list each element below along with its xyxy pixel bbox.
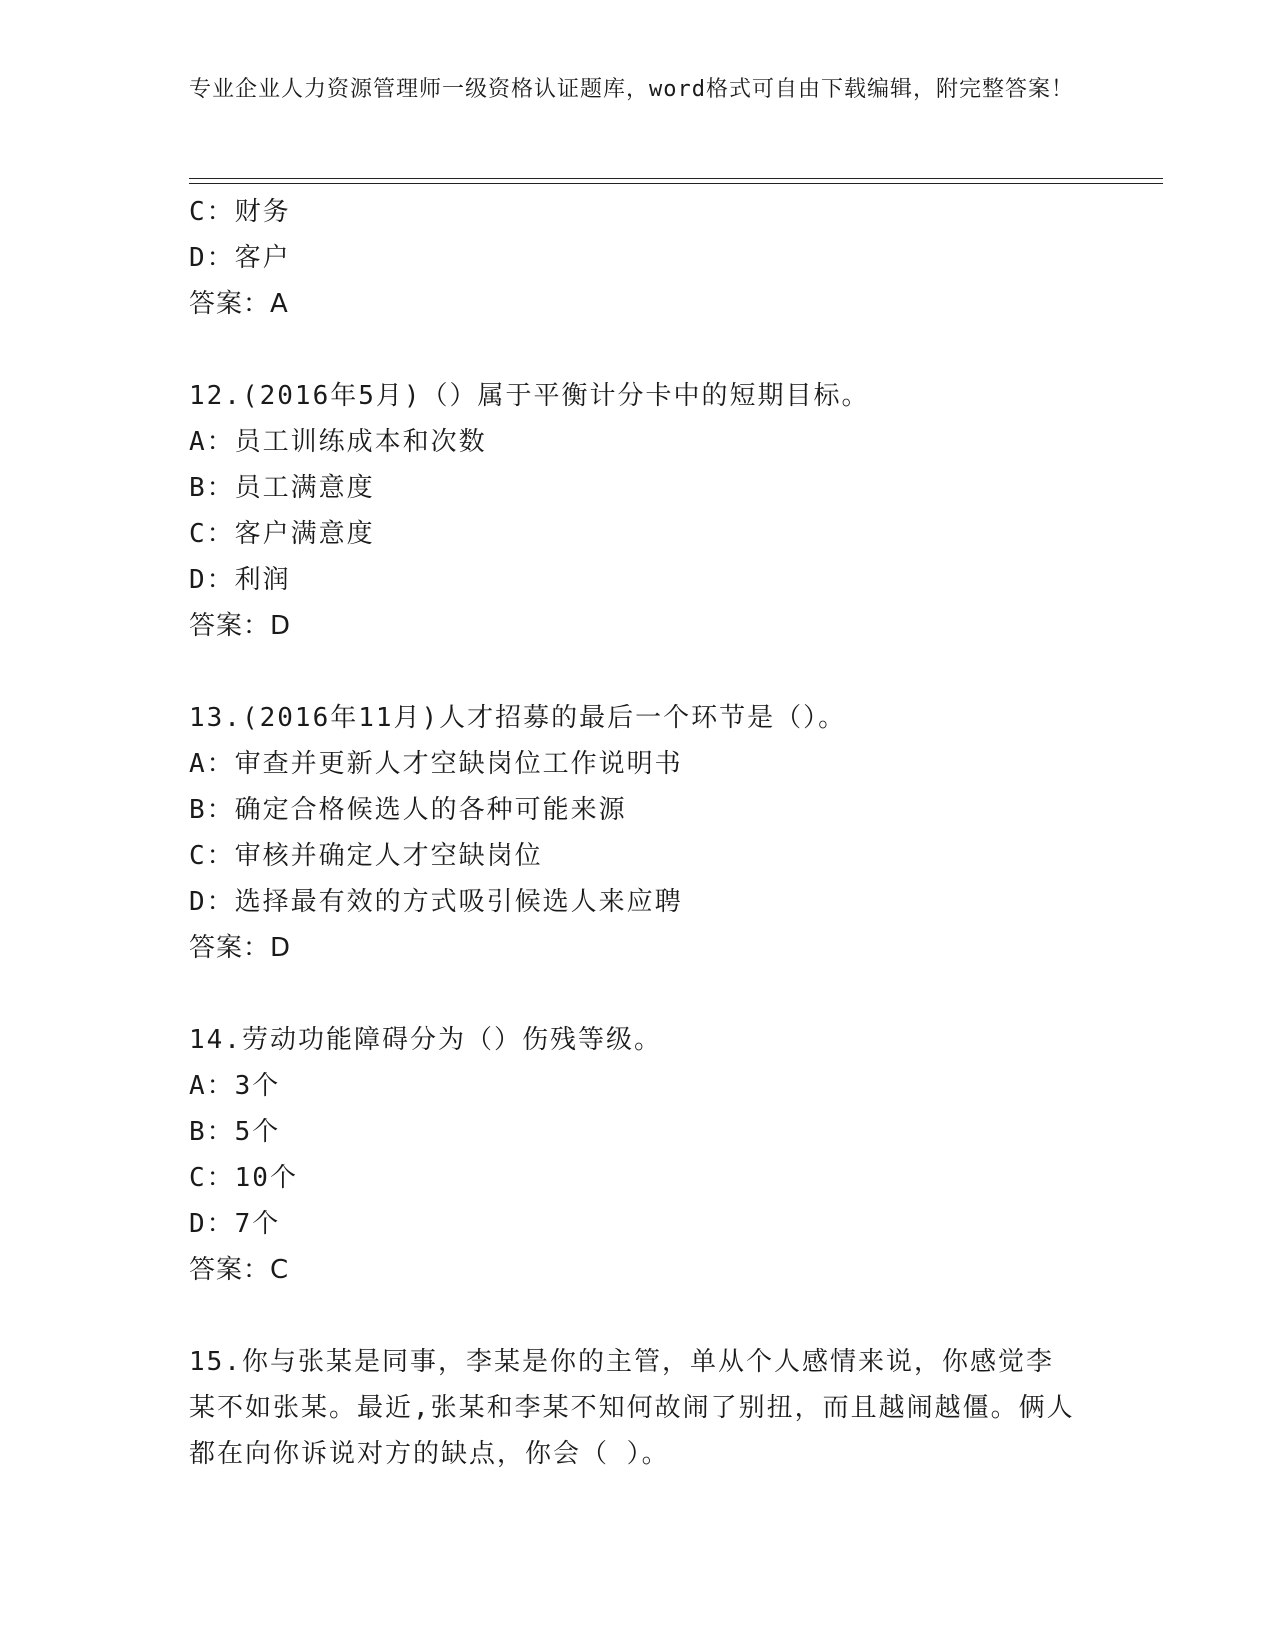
answer-line: 答案：A bbox=[189, 289, 289, 319]
header-divider-top bbox=[189, 178, 1163, 179]
question-stem: 15.你与张某是同事，李某是你的主管，单从个人感情来说，你感觉李某不如张某。最近,张某和李某不知何故闹了别扭，而且越闹越僵。俩人都在向你诉说对方的缺点，你会（ ）。 bbox=[189, 1347, 1075, 1469]
question-stem: 12.(2016年5月)（）属于平衡计分卡中的短期目标。 bbox=[189, 381, 870, 411]
option-a: A：审查并更新人才空缺岗位工作说明书 bbox=[189, 749, 683, 779]
answer-line: 答案：C bbox=[189, 1255, 290, 1285]
option-c: C：客户满意度 bbox=[189, 519, 375, 549]
header-divider-bottom bbox=[189, 183, 1163, 184]
option-d: D：选择最有效的方式吸引候选人来应聘 bbox=[189, 887, 683, 917]
option-d: D：7个 bbox=[189, 1209, 281, 1239]
option-c: C：审核并确定人才空缺岗位 bbox=[189, 841, 543, 871]
question-stem: 13.(2016年11月)人才招募的最后一个环节是（）。 bbox=[189, 703, 847, 733]
answer-line: 答案：D bbox=[189, 611, 292, 641]
option-b: B：员工满意度 bbox=[189, 473, 375, 503]
option-d: D：利润 bbox=[189, 565, 291, 595]
option-c: C：财务 bbox=[189, 197, 291, 227]
option-b: B：确定合格候选人的各种可能来源 bbox=[189, 795, 627, 825]
option-a: A：员工训练成本和次数 bbox=[189, 427, 487, 457]
question-stem: 14.劳动功能障碍分为（）伤残等级。 bbox=[189, 1025, 662, 1055]
question-list bbox=[189, 189, 1089, 1477]
option-b: B：5个 bbox=[189, 1117, 281, 1147]
document-header: 专业企业人力资源管理师一级资格认证题库，word格式可自由下载编辑，附完整答案！ bbox=[189, 77, 1074, 102]
answer-line: 答案：D bbox=[189, 933, 292, 963]
option-c: C：10个 bbox=[189, 1163, 298, 1193]
option-a: A：3个 bbox=[189, 1071, 281, 1101]
option-d: D：客户 bbox=[189, 243, 291, 273]
